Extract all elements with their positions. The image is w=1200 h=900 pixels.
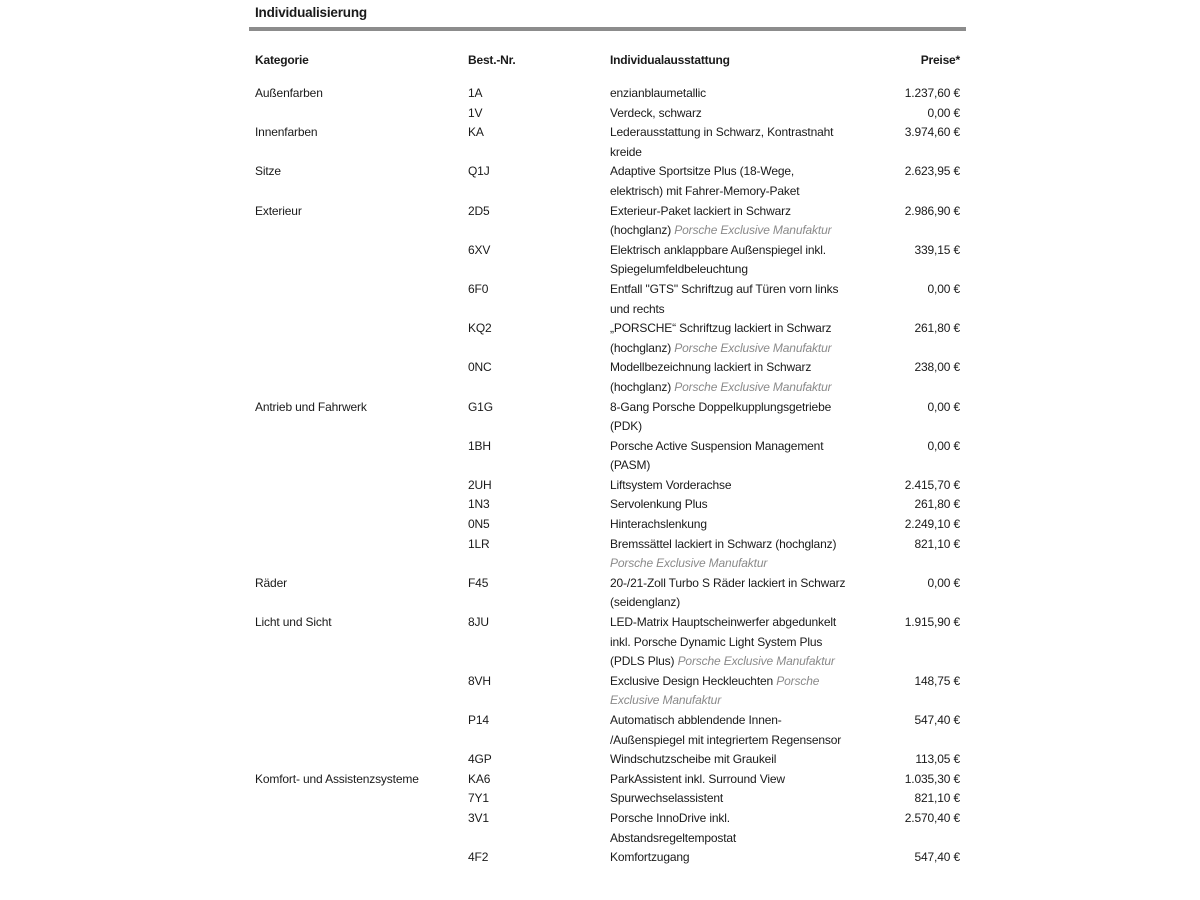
row-category: Sitze [255, 164, 281, 179]
description-text: 8-Gang Porsche Doppelkupplungsgetriebe [610, 399, 832, 414]
row-code: P14 [468, 713, 489, 728]
row-price: 1.237,60 € [904, 86, 960, 100]
row-code: 4F2 [468, 850, 489, 865]
description-text: Elektrisch anklappbare Außenspiegel inkl. [610, 242, 826, 257]
description-line [610, 339, 860, 359]
row-description [610, 711, 860, 750]
table-row [249, 535, 966, 574]
table-row [249, 476, 966, 496]
description-text: (hochglanz) [610, 223, 672, 238]
table-row [249, 123, 966, 162]
description-line [610, 731, 860, 751]
description-text: Porsche InnoDrive inkl. [610, 810, 730, 825]
row-description [610, 358, 860, 397]
row-code: 1A [468, 86, 483, 100]
description-line [610, 123, 860, 143]
manufaktur-note: Porsche Exclusive Manufaktur [610, 556, 768, 571]
row-price: 0,00 € [927, 575, 960, 590]
table-header [249, 53, 966, 71]
row-category: Außenfarben [255, 86, 323, 100]
description-line [610, 613, 860, 633]
header-ausstattung: Individualausstattung [610, 53, 730, 67]
description-text: Adaptive Sportsitze Plus (18-Wege, [610, 164, 795, 179]
row-price: 2.570,40 € [904, 810, 960, 825]
row-category: Licht und Sicht [255, 615, 332, 630]
description-line [610, 495, 860, 515]
row-code: 1V [468, 105, 483, 120]
row-description [610, 613, 860, 672]
manufaktur-note: Porsche Exclusive Manufaktur [674, 223, 832, 238]
description-text: (PDLS Plus) [610, 654, 675, 669]
header-preise: Preise* [920, 53, 960, 67]
row-price: 3.974,60 € [904, 125, 960, 140]
description-text: elektrisch) mit Fahrer-Memory-Paket [610, 183, 800, 198]
row-description [610, 202, 860, 241]
description-text: Servolenkung Plus [610, 497, 708, 512]
description-line [610, 202, 860, 222]
row-description [610, 848, 860, 868]
manufaktur-note: Porsche Exclusive Manufaktur [674, 379, 832, 394]
description-text: Exclusive Design Heckleuchten [610, 673, 774, 688]
description-line [610, 515, 860, 535]
row-description [610, 495, 860, 515]
section-title: Individualisierung [255, 5, 367, 20]
description-line [610, 456, 860, 476]
description-text: inkl. Porsche Dynamic Light System Plus [610, 634, 823, 649]
description-line [610, 84, 860, 104]
description-text: Spurwechselassistent [610, 791, 724, 806]
description-line [610, 535, 860, 555]
row-price: 261,80 € [914, 321, 960, 336]
row-category: Antrieb und Fahrwerk [255, 399, 367, 414]
description-line [610, 358, 860, 378]
table-row [249, 84, 966, 104]
description-line [610, 750, 860, 770]
row-price: 1.035,30 € [904, 771, 960, 786]
row-code: G1G [468, 399, 493, 414]
row-code: KQ2 [468, 321, 492, 336]
description-text: Liftsystem Vorderachse [610, 477, 732, 492]
row-description [610, 789, 860, 809]
table-row [249, 613, 966, 672]
description-text: Spiegelumfeldbeleuchtung [610, 262, 748, 277]
row-price: 0,00 € [927, 105, 960, 120]
table-row [249, 711, 966, 750]
row-description [610, 84, 860, 104]
row-description [610, 437, 860, 476]
row-price: 148,75 € [914, 673, 960, 688]
description-line [610, 554, 860, 574]
description-text: Abstandsregeltempostat [610, 830, 737, 845]
description-text: (PASM) [610, 458, 651, 473]
row-price: 2.249,10 € [904, 517, 960, 532]
description-text: (seidenglanz) [610, 595, 681, 610]
row-category: Innenfarben [255, 125, 318, 140]
description-line [610, 104, 860, 124]
description-line [610, 574, 860, 594]
table-row [249, 104, 966, 124]
row-price: 0,00 € [927, 281, 960, 296]
description-text: ParkAssistent inkl. Surround View [610, 771, 785, 786]
row-code: 7Y1 [468, 791, 489, 806]
table-row [249, 398, 966, 437]
description-text: Modellbezeichnung lackiert in Schwarz [610, 360, 812, 375]
row-description [610, 770, 860, 790]
row-category: Räder [255, 575, 287, 590]
description-text: „PORSCHE“ Schriftzug lackiert in Schwarz [610, 321, 832, 336]
description-text: (hochglanz) [610, 379, 672, 394]
table-row [249, 770, 966, 790]
row-price: 0,00 € [927, 438, 960, 453]
row-category: Komfort- und Assistenzsysteme [255, 771, 419, 786]
description-text: Komfortzugang [610, 850, 690, 865]
options-table-body [249, 84, 966, 868]
description-line [610, 300, 860, 320]
table-row [249, 750, 966, 770]
description-text: Hinterachslenkung [610, 517, 707, 532]
description-text: Bremssättel lackiert in Schwarz (hochglanz) [610, 536, 837, 551]
table-row [249, 495, 966, 515]
description-text: kreide [610, 144, 642, 159]
row-price: 821,10 € [914, 791, 960, 806]
description-line [610, 652, 860, 672]
row-code: 8JU [468, 615, 489, 630]
row-description [610, 535, 860, 574]
table-row [249, 437, 966, 476]
row-code: Q1J [468, 164, 490, 179]
description-text: Entfall "GTS" Schriftzug auf Türen vorn links [610, 281, 839, 296]
row-code: 2UH [468, 477, 492, 492]
description-text: Lederausstattung in Schwarz, Kontrastnaht [610, 125, 834, 140]
table-row [249, 789, 966, 809]
description-text: (hochglanz) [610, 340, 672, 355]
row-price: 0,00 € [927, 399, 960, 414]
description-line [610, 593, 860, 613]
description-text: (PDK) [610, 419, 642, 434]
row-price: 2.986,90 € [904, 203, 960, 218]
row-code: 1LR [468, 536, 490, 551]
description-line [610, 143, 860, 163]
table-row [249, 319, 966, 358]
header-bestnr: Best.-Nr. [468, 53, 516, 67]
row-price: 261,80 € [914, 497, 960, 512]
row-code: 3V1 [468, 810, 489, 825]
description-text: LED-Matrix Hauptscheinwerfer abgedunkelt [610, 615, 837, 630]
row-code: KA6 [468, 771, 491, 786]
table-row [249, 280, 966, 319]
description-text: enzianblaumetallic [610, 86, 707, 100]
row-price: 1.915,90 € [904, 615, 960, 630]
row-description [610, 162, 860, 201]
row-price: 547,40 € [914, 850, 960, 865]
row-category: Exterieur [255, 203, 302, 218]
row-price: 821,10 € [914, 536, 960, 551]
table-row [249, 358, 966, 397]
row-code: 0NC [468, 360, 492, 375]
row-description [610, 123, 860, 162]
row-description [610, 104, 860, 124]
description-line [610, 241, 860, 261]
row-description [610, 280, 860, 319]
row-price: 2.415,70 € [904, 477, 960, 492]
description-text: /Außenspiegel mit integriertem Regensensor [610, 732, 842, 747]
row-price: 2.623,95 € [904, 164, 960, 179]
description-line [610, 319, 860, 339]
row-description [610, 319, 860, 358]
row-description [610, 672, 860, 711]
manufaktur-note: Porsche Exclusive Manufaktur [610, 673, 820, 708]
description-text: und rechts [610, 301, 665, 316]
description-line [610, 476, 860, 496]
description-line [610, 162, 860, 182]
description-text: Verdeck, schwarz [610, 105, 702, 120]
row-code: 6F0 [468, 281, 489, 296]
table-row [249, 515, 966, 535]
row-price: 339,15 € [914, 242, 960, 257]
description-line [610, 221, 860, 241]
description-text: Automatisch abblendende Innen- [610, 713, 782, 728]
title-rule [249, 27, 966, 31]
table-row [249, 574, 966, 613]
row-code: KA [468, 125, 484, 140]
description-line [610, 770, 860, 790]
table-row [249, 202, 966, 241]
table-row [249, 241, 966, 280]
description-line [610, 848, 860, 868]
row-code: 6XV [468, 242, 491, 257]
row-code: 0N5 [468, 517, 490, 532]
description-line [610, 829, 860, 849]
row-price: 547,40 € [914, 713, 960, 728]
header-kategorie: Kategorie [255, 53, 309, 67]
manufaktur-note: Porsche Exclusive Manufaktur [677, 654, 835, 669]
row-code: 1N3 [468, 497, 490, 512]
description-text: Porsche Active Suspension Management [610, 438, 824, 453]
row-code: 4GP [468, 752, 492, 767]
row-code: 2D5 [468, 203, 490, 218]
row-description [610, 476, 860, 496]
description-text: Windschutzscheibe mit Graukeil [610, 752, 777, 767]
table-row [249, 848, 966, 868]
row-code: F45 [468, 575, 489, 590]
row-description [610, 574, 860, 613]
description-line [610, 789, 860, 809]
description-line [610, 182, 860, 202]
row-price: 113,05 € [915, 752, 960, 767]
table-row [249, 809, 966, 848]
description-line [610, 809, 860, 829]
description-line [610, 672, 860, 711]
row-description [610, 515, 860, 535]
description-line [610, 378, 860, 398]
description-text: Exterieur-Paket lackiert in Schwarz [610, 203, 791, 218]
description-line [610, 711, 860, 731]
description-line [610, 260, 860, 280]
description-line [610, 280, 860, 300]
row-code: 1BH [468, 438, 491, 453]
description-text: 20-/21-Zoll Turbo S Räder lackiert in Schwarz [610, 575, 846, 590]
row-description [610, 750, 860, 770]
row-price: 238,00 € [914, 360, 960, 375]
row-code: 8VH [468, 673, 491, 688]
row-description [610, 809, 860, 848]
table-row [249, 672, 966, 711]
row-description [610, 398, 860, 437]
description-line [610, 417, 860, 437]
description-line [610, 437, 860, 457]
manufaktur-note: Porsche Exclusive Manufaktur [674, 340, 832, 355]
row-description [610, 241, 860, 280]
description-line [610, 398, 860, 418]
table-row [249, 162, 966, 201]
description-line [610, 633, 860, 653]
